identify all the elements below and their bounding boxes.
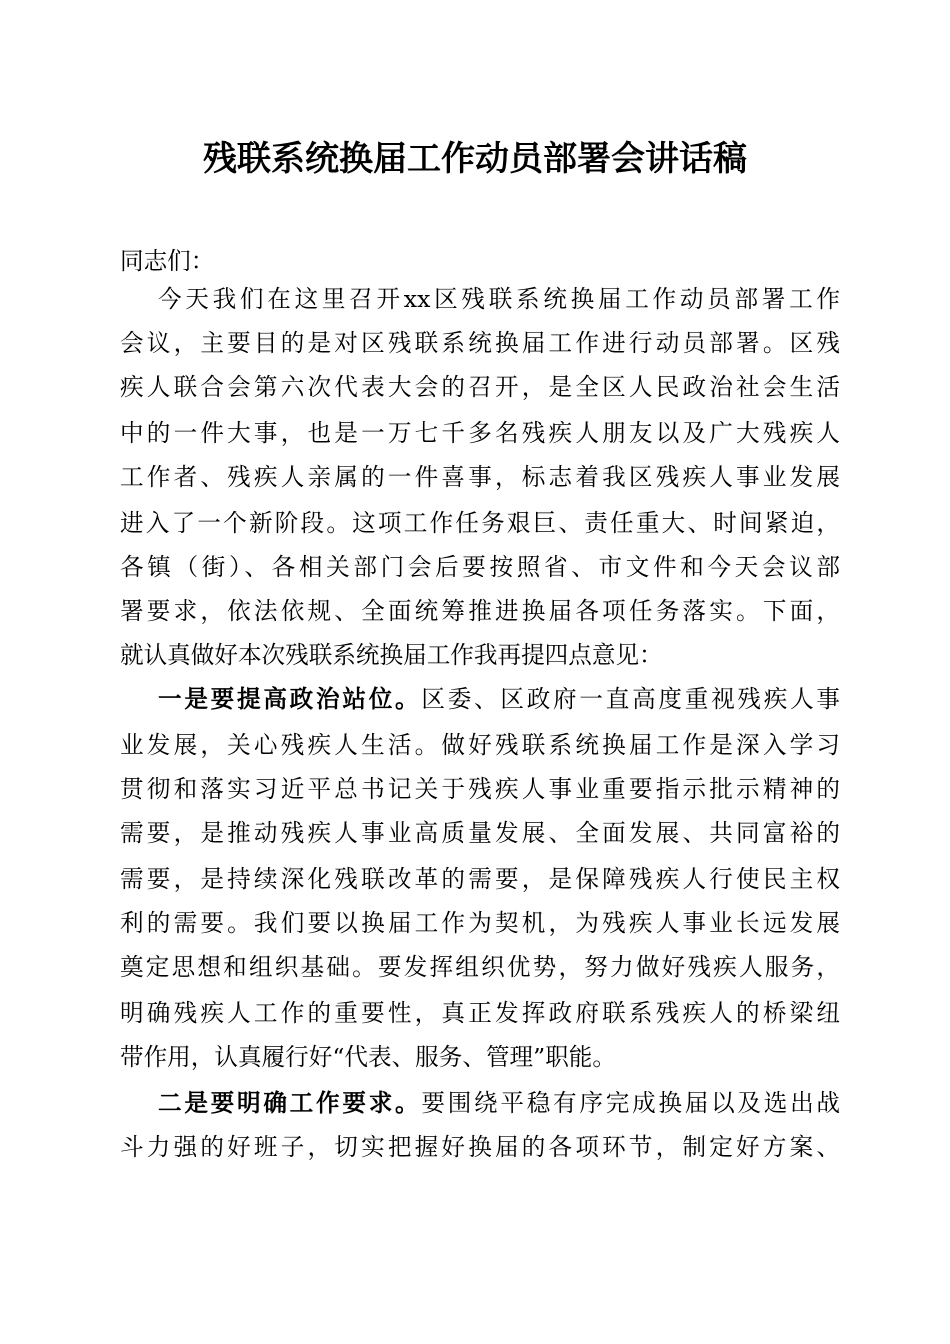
paragraph-3-first-rest: 要围绕平稳有序完成换届以及选出战 bbox=[421, 1089, 841, 1117]
paragraph-2-lead: 一是要提高政治站位。 bbox=[158, 685, 422, 713]
paragraph-1-line: 工作者、残疾人亲属的一件喜事，标志着我区残疾人事业发展 bbox=[120, 463, 840, 491]
document-title: 残联系统换届工作动员部署会讲话稿 bbox=[203, 139, 747, 179]
paragraph-2-line: 利的需要。我们要以换届工作为契机，为残疾人事业长远发展 bbox=[120, 909, 840, 937]
paragraph-2-first-rest: 区委、区政府一直高度重视残疾人事 bbox=[421, 685, 841, 713]
paragraph-1-line: 疾人联合会第六次代表大会的召开，是全区人民政治社会生活 bbox=[120, 373, 840, 401]
paragraph-3-lead: 二是要明确工作要求。 bbox=[158, 1089, 422, 1117]
paragraph-3-line: 斗力强的好班子，切实把握好换届的各项环节，制定好方案、 bbox=[120, 1133, 840, 1161]
paragraph-2-line: 明确残疾人工作的重要性，真正发挥政府联系残疾人的桥梁纽 bbox=[120, 999, 840, 1027]
paragraph-2-line: 奠定思想和组织基础。要发挥组织优势，努力做好残疾人服务， bbox=[120, 953, 840, 981]
paragraph-1-line: 各镇（街）、各相关部门会后要按照省、市文件和今天会议部 bbox=[120, 553, 840, 581]
paragraph-1-line: 今天我们在这里召开xx区残联系统换届工作动员部署工作 bbox=[158, 285, 840, 313]
paragraph-3-first-line bbox=[158, 1080, 840, 1126]
paragraph-1-line: 进入了一个新阶段。这项工作任务艰巨、责任重大、时间紧迫， bbox=[120, 509, 840, 537]
paragraph-2-line: 业发展，关心残疾人生活。做好残联系统换届工作是深入学习 bbox=[120, 731, 840, 759]
paragraph-2-line: 带作用，认真履行好“代表、服务、管理”职能。 bbox=[120, 1043, 616, 1071]
paragraph-1-line: 署要求，依法依规、全面统筹推进换届各项任务落实。下面， bbox=[120, 597, 840, 625]
paragraph-1-line: 会议，主要目的是对区残联系统换届工作进行动员部署。区残 bbox=[120, 329, 840, 357]
salutation: 同志们： bbox=[120, 247, 215, 275]
paragraph-2-line: 贯彻和落实习近平总书记关于残疾人事业重要指示批示精神的 bbox=[120, 775, 840, 803]
paragraph-2-first-line bbox=[158, 676, 840, 722]
paragraph-1-line: 就认真做好本次残联系统换届工作我再提四点意见： bbox=[120, 641, 663, 669]
paragraph-2-line: 需要，是持续深化残联改革的需要，是保障残疾人行使民主权 bbox=[120, 865, 840, 893]
paragraph-2-line: 需要，是推动残疾人事业高质量发展、全面发展、共同富裕的 bbox=[120, 819, 840, 847]
paragraph-1-line: 中的一件大事，也是一万七千多名残疾人朋友以及广大残疾人 bbox=[120, 419, 840, 447]
